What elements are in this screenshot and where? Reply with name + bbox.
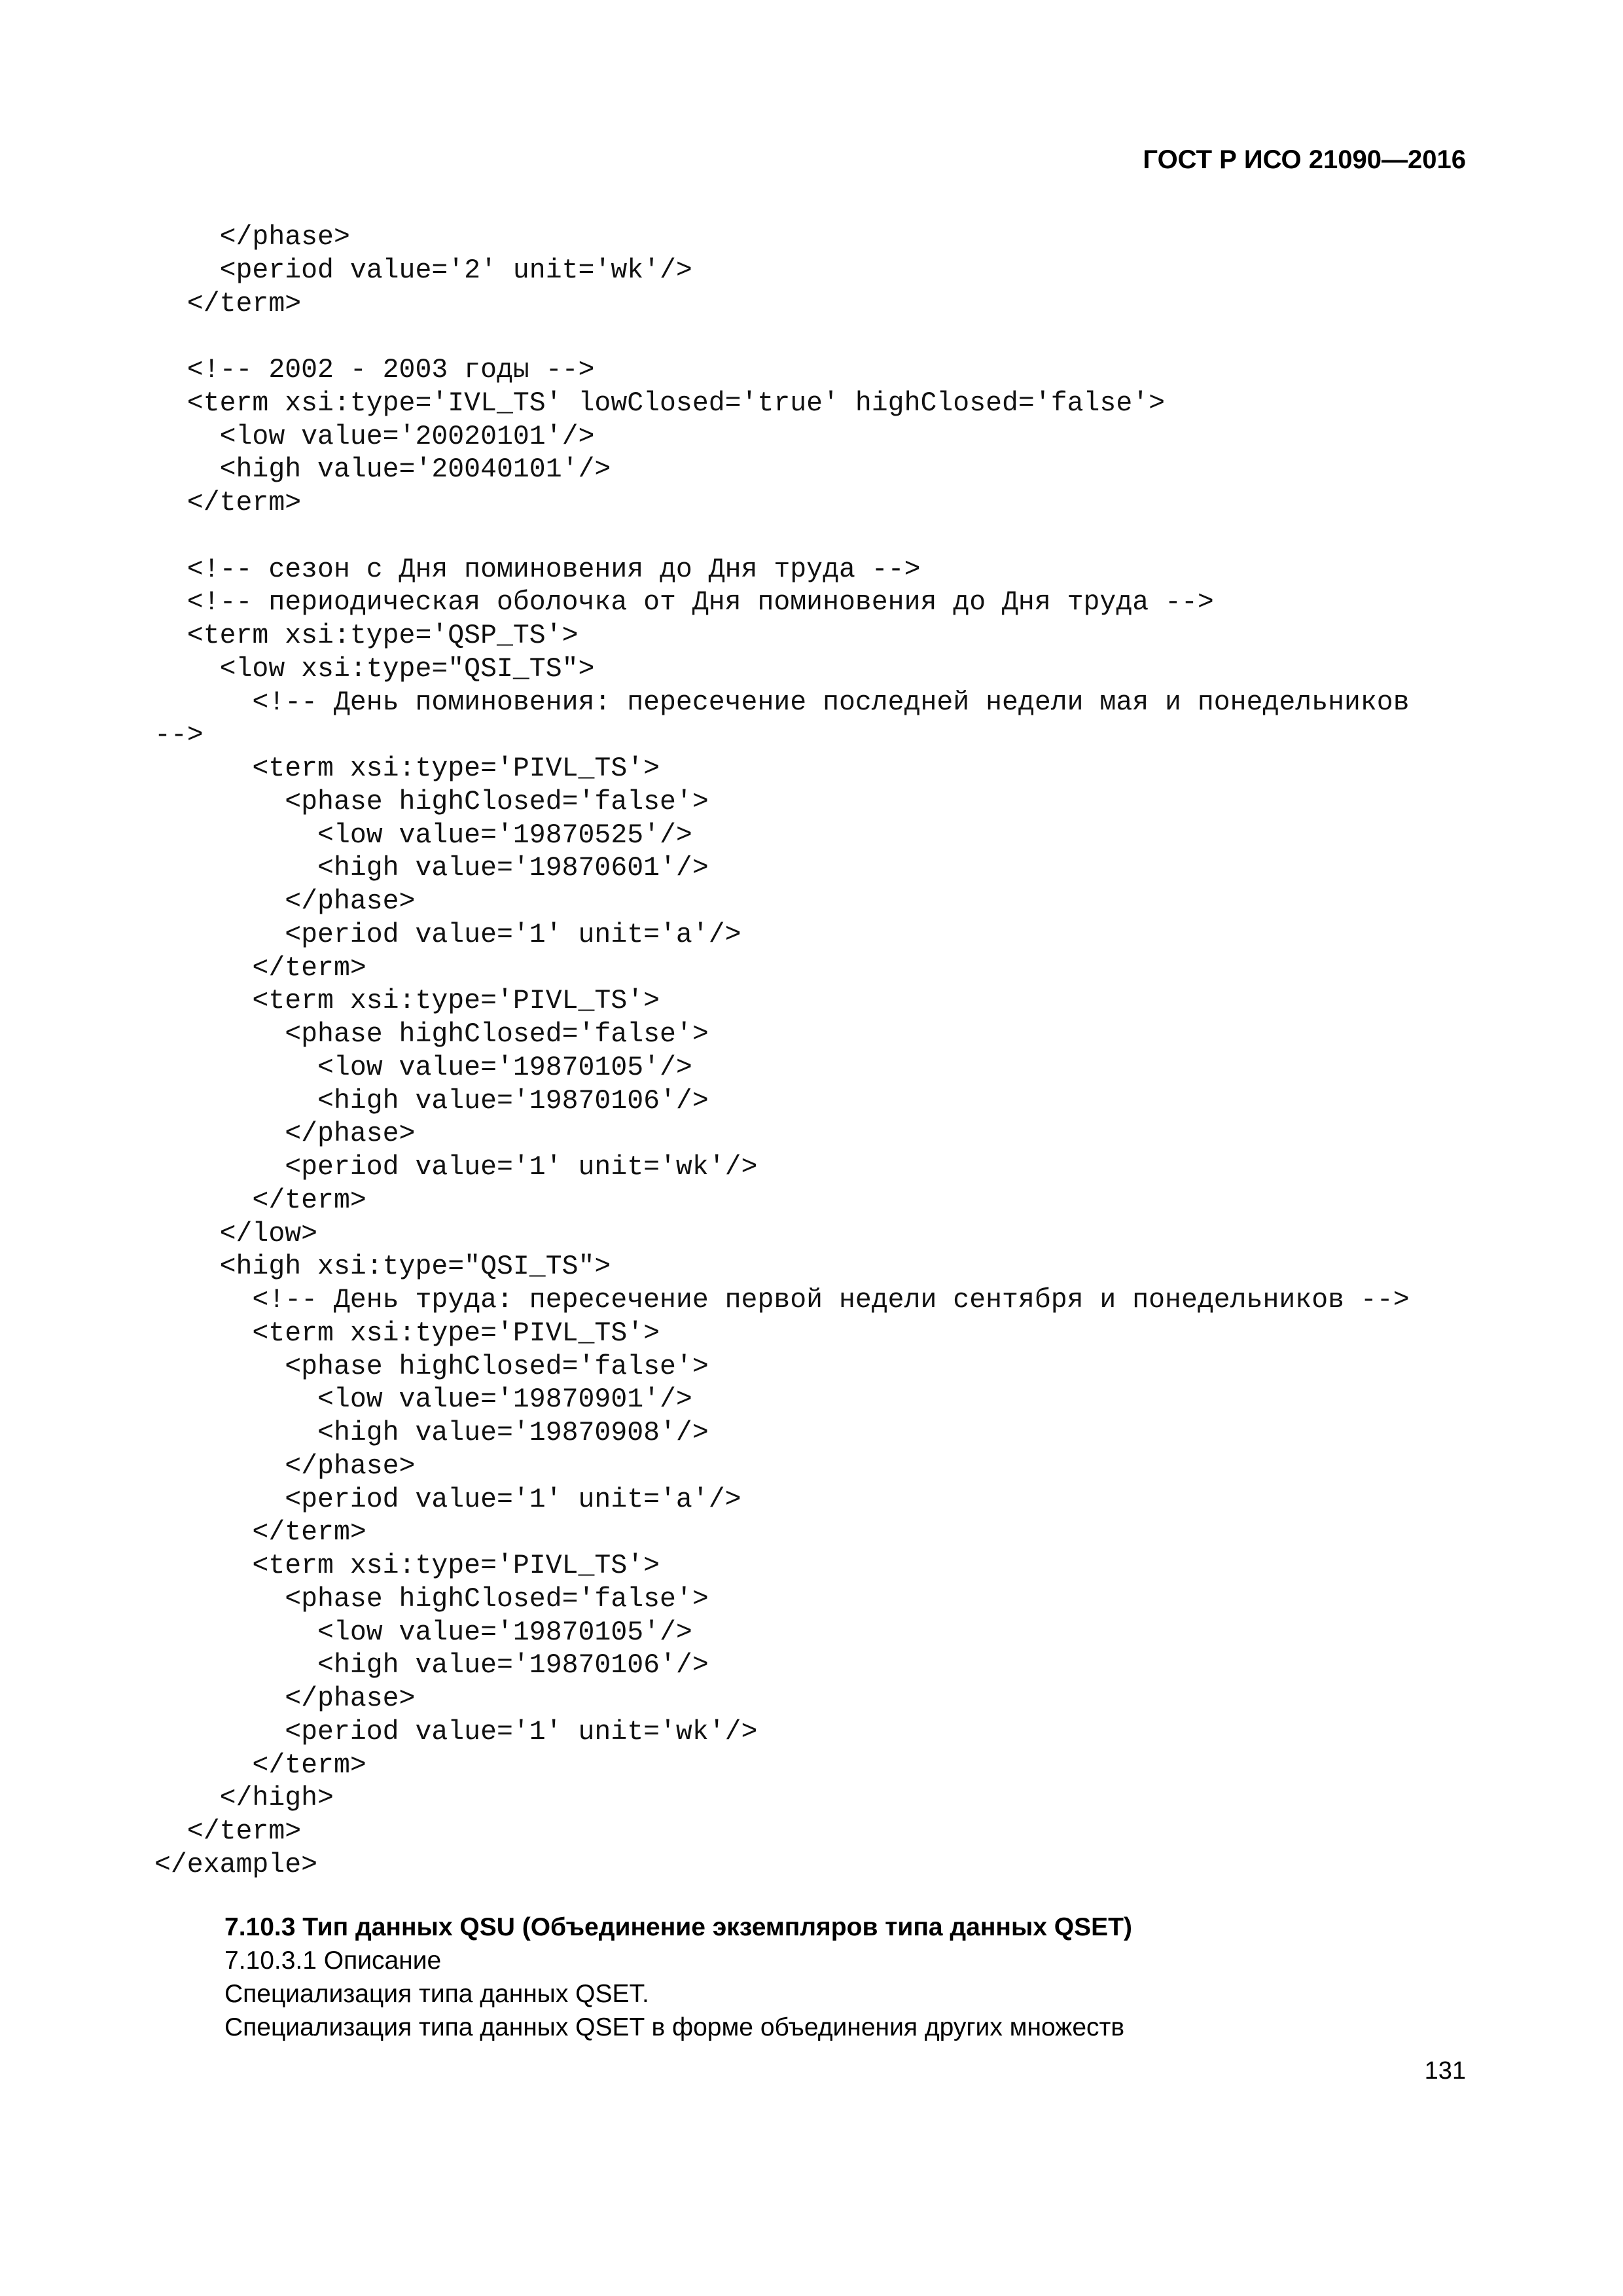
subsection-heading: 7.10.3.1 Описание bbox=[224, 1946, 442, 1975]
code-line: <!-- День труда: пересечение первой недели сентября и понедельников --> bbox=[154, 1285, 1410, 1316]
code-line: <period value='1' unit='wk'/> bbox=[154, 1716, 758, 1748]
code-line: <phase highClosed='false'> bbox=[154, 1019, 709, 1050]
code-line: <phase highClosed='false'> bbox=[154, 1583, 709, 1615]
code-line: <term xsi:type='QSP_TS'> bbox=[154, 620, 579, 651]
code-line: </term> bbox=[154, 488, 302, 518]
code-line: <phase highClosed='false'> bbox=[154, 1351, 709, 1382]
code-line: <period value='1' unit='a'/> bbox=[154, 1484, 741, 1515]
code-line: <!-- периодическая оболочка от Дня поминовения до Дня труда --> bbox=[154, 587, 1214, 619]
code-line: <low value='19870525'/> bbox=[154, 819, 692, 851]
code-line: </term> bbox=[154, 1185, 366, 1216]
code-line: <high value='19870908'/> bbox=[154, 1418, 709, 1448]
code-line: <low value='20020101'/> bbox=[154, 421, 595, 452]
code-line: </term> bbox=[154, 1749, 366, 1781]
code-line: </phase> bbox=[154, 1119, 416, 1150]
code-line: <term xsi:type='PIVL_TS'> bbox=[154, 753, 660, 784]
document-header: ГОСТ Р ИСО 21090—2016 bbox=[1143, 145, 1466, 174]
code-line: <!-- День поминовения: пересечение последней недели мая и понедельников bbox=[154, 687, 1410, 718]
code-line: <low value='19870105'/> bbox=[154, 1617, 692, 1648]
code-line: <!-- 2002 - 2003 годы --> bbox=[154, 355, 595, 386]
code-line: <high value='19870601'/> bbox=[154, 853, 709, 884]
code-line: --> bbox=[154, 720, 204, 751]
page-number: 131 bbox=[1424, 2057, 1466, 2085]
code-line bbox=[154, 321, 1489, 354]
code-line: <term xsi:type='IVL_TS' lowClosed='true' highClosed='false'> bbox=[154, 387, 1166, 419]
code-line: <low xsi:type="QSI_TS"> bbox=[154, 653, 595, 685]
code-line: <phase highClosed='false'> bbox=[154, 786, 709, 817]
code-line: <high value='19870106'/> bbox=[154, 1085, 709, 1117]
code-line: <low value='19870901'/> bbox=[154, 1384, 692, 1416]
code-line: </term> bbox=[154, 1816, 302, 1847]
code-line: </example> bbox=[154, 1849, 318, 1880]
code-line: </high> bbox=[154, 1783, 334, 1814]
code-line: </term> bbox=[154, 952, 366, 984]
code-line: </phase> bbox=[154, 886, 416, 917]
code-line: <high value='20040101'/> bbox=[154, 454, 611, 486]
code-line: </term> bbox=[154, 1517, 366, 1549]
code-line: <term xsi:type='PIVL_TS'> bbox=[154, 986, 660, 1017]
section-7-10-3 bbox=[224, 1910, 1468, 2044]
code-line: <!-- сезон с Дня поминовения до Дня труда --> bbox=[154, 554, 921, 585]
code-line: <high value='19870106'/> bbox=[154, 1650, 709, 1681]
code-line: <term xsi:type='PIVL_TS'> bbox=[154, 1551, 660, 1581]
code-line: </phase> bbox=[154, 222, 350, 253]
paragraph: Специализация типа данных QSET. bbox=[224, 1980, 649, 2008]
code-line: </phase> bbox=[154, 1683, 416, 1714]
code-line: <low value='19870105'/> bbox=[154, 1052, 692, 1083]
code-line: <period value='1' unit='wk'/> bbox=[154, 1152, 758, 1183]
code-line: </low> bbox=[154, 1218, 318, 1249]
code-line: </phase> bbox=[154, 1450, 416, 1482]
section-heading: 7.10.3 Тип данных QSU (Объединение экземпляров типа данных QSET) bbox=[224, 1913, 1132, 1941]
xml-code-listing bbox=[154, 221, 1489, 1882]
code-line: <high xsi:type="QSI_TS"> bbox=[154, 1251, 611, 1283]
code-line: <period value='1' unit='a'/> bbox=[154, 919, 741, 950]
code-line: <period value='2' unit='wk'/> bbox=[154, 255, 692, 286]
code-line: </term> bbox=[154, 288, 302, 319]
paragraph: Специализация типа данных QSET в форме объединения других множеств bbox=[224, 2013, 1125, 2041]
code-line: <term xsi:type='PIVL_TS'> bbox=[154, 1318, 660, 1349]
code-line bbox=[154, 520, 1489, 554]
